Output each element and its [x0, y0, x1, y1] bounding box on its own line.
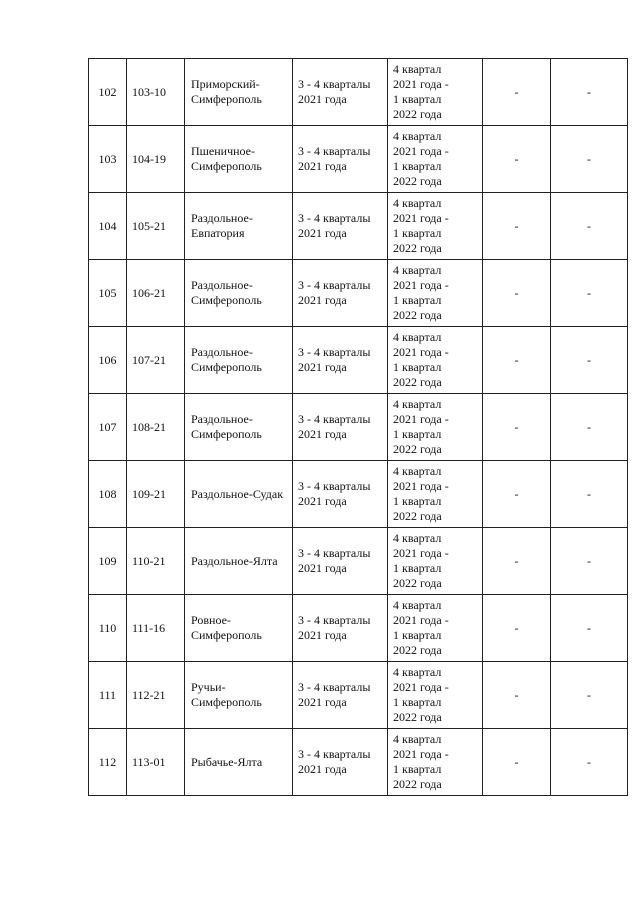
dash-cell [483, 662, 551, 729]
plan-period-line: 2022 года [393, 576, 442, 590]
period-cell [293, 260, 388, 327]
dash-value: - [514, 620, 519, 635]
route-code-cell [127, 461, 185, 528]
plan-period-cell [388, 528, 483, 595]
route-code-cell [127, 327, 185, 394]
dash-value: - [514, 754, 519, 769]
route-code-cell [127, 59, 185, 126]
row-number: 112 [98, 754, 117, 769]
period-line: 2021 года [298, 427, 347, 441]
row-number-cell [89, 662, 127, 729]
period-line: 3 - 4 кварталы [298, 211, 371, 225]
period-cell [293, 461, 388, 528]
period-cell [293, 528, 388, 595]
row-number-cell [89, 729, 127, 796]
dash-value: - [514, 84, 519, 99]
dash-cell [551, 193, 628, 260]
plan-period-cell [388, 260, 483, 327]
plan-period-line: 4 квартал [393, 196, 442, 210]
route-code: 106-21 [132, 285, 166, 300]
period-line: 2021 года [298, 695, 347, 709]
table-row [89, 461, 628, 528]
period-line: 3 - 4 кварталы [298, 278, 371, 292]
route-name-cell [185, 662, 293, 729]
dash-value: - [587, 84, 591, 99]
route-code-cell [127, 662, 185, 729]
route-name-line: Раздольное- [191, 278, 253, 292]
plan-period-line: 2022 года [393, 710, 442, 724]
plan-period-line: 2022 года [393, 241, 442, 255]
route-name-line: Симферополь [191, 293, 262, 307]
plan-period-line: 2021 года - [393, 747, 449, 761]
plan-period-cell [388, 729, 483, 796]
plan-period-line: 1 квартал [393, 92, 442, 106]
route-code: 113-01 [132, 754, 166, 769]
period-line: 3 - 4 кварталы [298, 412, 371, 426]
dash-value: - [587, 754, 591, 769]
dash-cell [483, 595, 551, 662]
plan-period-line: 4 квартал [393, 129, 442, 143]
period-line: 2021 года [298, 628, 347, 642]
row-number-cell [89, 528, 127, 595]
period-line: 3 - 4 кварталы [298, 479, 371, 493]
period-cell [293, 394, 388, 461]
route-code-cell [127, 193, 185, 260]
table-row [89, 126, 628, 193]
plan-period-line: 2022 года [393, 375, 442, 389]
dash-cell [483, 394, 551, 461]
route-name-cell [185, 126, 293, 193]
dash-cell [551, 528, 628, 595]
period-cell [293, 729, 388, 796]
row-number-cell [89, 260, 127, 327]
table-row [89, 729, 628, 796]
route-name-cell [185, 260, 293, 327]
route-name-line: Раздольное-Ялта [191, 553, 278, 568]
route-name-cell [185, 461, 293, 528]
dash-cell [483, 461, 551, 528]
plan-period-line: 1 квартал [393, 762, 442, 776]
plan-period-line: 1 квартал [393, 427, 442, 441]
dash-value: - [514, 486, 519, 501]
dash-value: - [587, 486, 591, 501]
period-cell [293, 193, 388, 260]
plan-period-line: 2021 года - [393, 479, 449, 493]
dash-cell [551, 59, 628, 126]
plan-period-line: 2021 года - [393, 613, 449, 627]
plan-period-line: 4 квартал [393, 330, 442, 344]
dash-value: - [514, 352, 519, 367]
plan-period-line: 2021 года - [393, 144, 449, 158]
row-number: 110 [98, 620, 117, 635]
plan-period-line: 4 квартал [393, 62, 442, 76]
dash-cell [483, 126, 551, 193]
period-line: 3 - 4 кварталы [298, 613, 371, 627]
routes-table-body [89, 59, 628, 796]
period-cell [293, 662, 388, 729]
plan-period-cell [388, 394, 483, 461]
plan-period-line: 2022 года [393, 777, 442, 791]
route-name-cell [185, 327, 293, 394]
dash-cell [483, 193, 551, 260]
route-name-line: Ручьи- [191, 680, 226, 694]
plan-period-line: 1 квартал [393, 360, 442, 374]
period-line: 3 - 4 кварталы [298, 77, 371, 91]
route-code: 109-21 [132, 486, 166, 501]
period-line: 2021 года [298, 360, 347, 374]
plan-period-line: 1 квартал [393, 628, 442, 642]
route-name-cell [185, 394, 293, 461]
dash-cell [483, 59, 551, 126]
plan-period-cell [388, 461, 483, 528]
route-name-line: Пшеничное- [191, 144, 256, 158]
plan-period-line: 1 квартал [393, 494, 442, 508]
plan-period-line: 1 квартал [393, 159, 442, 173]
plan-period-line: 1 квартал [393, 226, 442, 240]
plan-period-line: 4 квартал [393, 397, 442, 411]
route-code: 107-21 [132, 352, 166, 367]
route-code: 104-19 [132, 151, 166, 166]
route-name-line: Раздольное- [191, 345, 253, 359]
plan-period-cell [388, 595, 483, 662]
row-number: 108 [98, 486, 117, 501]
routes-table [88, 58, 628, 796]
row-number-cell [89, 59, 127, 126]
period-cell [293, 126, 388, 193]
row-number-cell [89, 394, 127, 461]
dash-value: - [587, 218, 591, 233]
table-row [89, 193, 628, 260]
route-code: 110-21 [132, 553, 166, 568]
plan-period-line: 2021 года - [393, 546, 449, 560]
route-name-line: Приморский- [191, 77, 260, 91]
dash-value: - [587, 352, 591, 367]
plan-period-line: 2021 года - [393, 77, 449, 91]
dash-value: - [514, 553, 519, 568]
dash-cell [483, 528, 551, 595]
period-line: 3 - 4 кварталы [298, 345, 371, 359]
plan-period-line: 2022 года [393, 509, 442, 523]
dash-value: - [514, 285, 519, 300]
route-name-line: Раздольное-Судак [191, 486, 284, 501]
plan-period-cell [388, 662, 483, 729]
dash-cell [551, 260, 628, 327]
plan-period-line: 1 квартал [393, 695, 442, 709]
route-code: 108-21 [132, 419, 166, 434]
period-line: 3 - 4 кварталы [298, 747, 371, 761]
dash-cell [551, 394, 628, 461]
plan-period-line: 2022 года [393, 442, 442, 456]
period-line: 2021 года [298, 494, 347, 508]
route-code-cell [127, 595, 185, 662]
dash-value: - [514, 151, 519, 166]
route-code: 112-21 [132, 687, 166, 702]
route-name-line: Рыбачье-Ялта [191, 754, 263, 769]
plan-period-line: 2021 года - [393, 211, 449, 225]
period-cell [293, 327, 388, 394]
dash-value: - [587, 620, 591, 635]
period-line: 3 - 4 кварталы [298, 546, 371, 560]
route-code-cell [127, 729, 185, 796]
plan-period-line: 2022 года [393, 174, 442, 188]
plan-period-line: 4 квартал [393, 531, 442, 545]
plan-period-line: 4 квартал [393, 263, 442, 277]
plan-period-line: 1 квартал [393, 561, 442, 575]
period-line: 3 - 4 кварталы [298, 144, 371, 158]
row-number: 102 [98, 84, 117, 99]
plan-period-cell [388, 193, 483, 260]
period-line: 2021 года [298, 92, 347, 106]
route-name-line: Симферополь [191, 92, 262, 106]
table-row [89, 327, 628, 394]
dash-cell [483, 327, 551, 394]
route-code-cell [127, 260, 185, 327]
plan-period-line: 4 квартал [393, 598, 442, 612]
route-name-line: Ровное- [191, 613, 231, 627]
plan-period-cell [388, 126, 483, 193]
plan-period-line: 4 квартал [393, 732, 442, 746]
plan-period-line: 2022 года [393, 643, 442, 657]
plan-period-cell [388, 59, 483, 126]
dash-cell [551, 126, 628, 193]
plan-period-line: 1 квартал [393, 293, 442, 307]
table-row [89, 528, 628, 595]
dash-cell [551, 729, 628, 796]
period-line: 3 - 4 кварталы [298, 680, 371, 694]
route-name-line: Раздольное- [191, 211, 253, 225]
plan-period-line: 2021 года - [393, 680, 449, 694]
table-row [89, 59, 628, 126]
route-name-line: Симферополь [191, 628, 262, 642]
row-number: 103 [98, 151, 117, 166]
row-number: 109 [98, 553, 117, 568]
plan-period-cell [388, 327, 483, 394]
plan-period-line: 4 квартал [393, 464, 442, 478]
route-code: 105-21 [132, 218, 166, 233]
plan-period-line: 2022 года [393, 308, 442, 322]
route-name-line: Симферополь [191, 695, 262, 709]
table-row [89, 260, 628, 327]
dash-value: - [514, 218, 519, 233]
row-number: 105 [98, 285, 117, 300]
dash-cell [551, 595, 628, 662]
plan-period-line: 4 квартал [393, 665, 442, 679]
route-name-cell [185, 528, 293, 595]
row-number-cell [89, 461, 127, 528]
table-row [89, 595, 628, 662]
route-code-cell [127, 394, 185, 461]
period-cell [293, 59, 388, 126]
route-name-cell [185, 59, 293, 126]
row-number: 106 [98, 352, 117, 367]
dash-value: - [587, 285, 591, 300]
table-row [89, 394, 628, 461]
dash-value: - [514, 687, 519, 702]
row-number-cell [89, 595, 127, 662]
period-line: 2021 года [298, 226, 347, 240]
row-number: 107 [98, 419, 117, 434]
dash-cell [551, 662, 628, 729]
dash-cell [551, 327, 628, 394]
plan-period-line: 2021 года - [393, 278, 449, 292]
plan-period-line: 2021 года - [393, 412, 449, 426]
route-name-line: Евпатория [191, 226, 245, 240]
route-code: 111-16 [132, 620, 166, 635]
route-code-cell [127, 528, 185, 595]
row-number-cell [89, 126, 127, 193]
row-number-cell [89, 193, 127, 260]
period-line: 2021 года [298, 762, 347, 776]
route-name-cell [185, 729, 293, 796]
row-number: 111 [98, 687, 117, 702]
route-name-line: Симферополь [191, 159, 262, 173]
route-code-cell [127, 126, 185, 193]
route-code: 103-10 [132, 84, 166, 99]
dash-value: - [587, 687, 591, 702]
period-line: 2021 года [298, 293, 347, 307]
route-name-line: Раздольное- [191, 412, 253, 426]
route-name-cell [185, 595, 293, 662]
plan-period-line: 2022 года [393, 107, 442, 121]
row-number-cell [89, 327, 127, 394]
period-cell [293, 595, 388, 662]
route-name-line: Симферополь [191, 427, 262, 441]
period-line: 2021 года [298, 561, 347, 575]
dash-value: - [587, 419, 591, 434]
row-number: 104 [98, 218, 117, 233]
dash-cell [483, 260, 551, 327]
dash-cell [551, 461, 628, 528]
dash-cell [483, 729, 551, 796]
plan-period-line: 2021 года - [393, 345, 449, 359]
period-line: 2021 года [298, 159, 347, 173]
route-name-line: Симферополь [191, 360, 262, 374]
route-name-cell [185, 193, 293, 260]
dash-value: - [587, 151, 591, 166]
dash-value: - [587, 553, 591, 568]
dash-value: - [514, 419, 519, 434]
table-row [89, 662, 628, 729]
